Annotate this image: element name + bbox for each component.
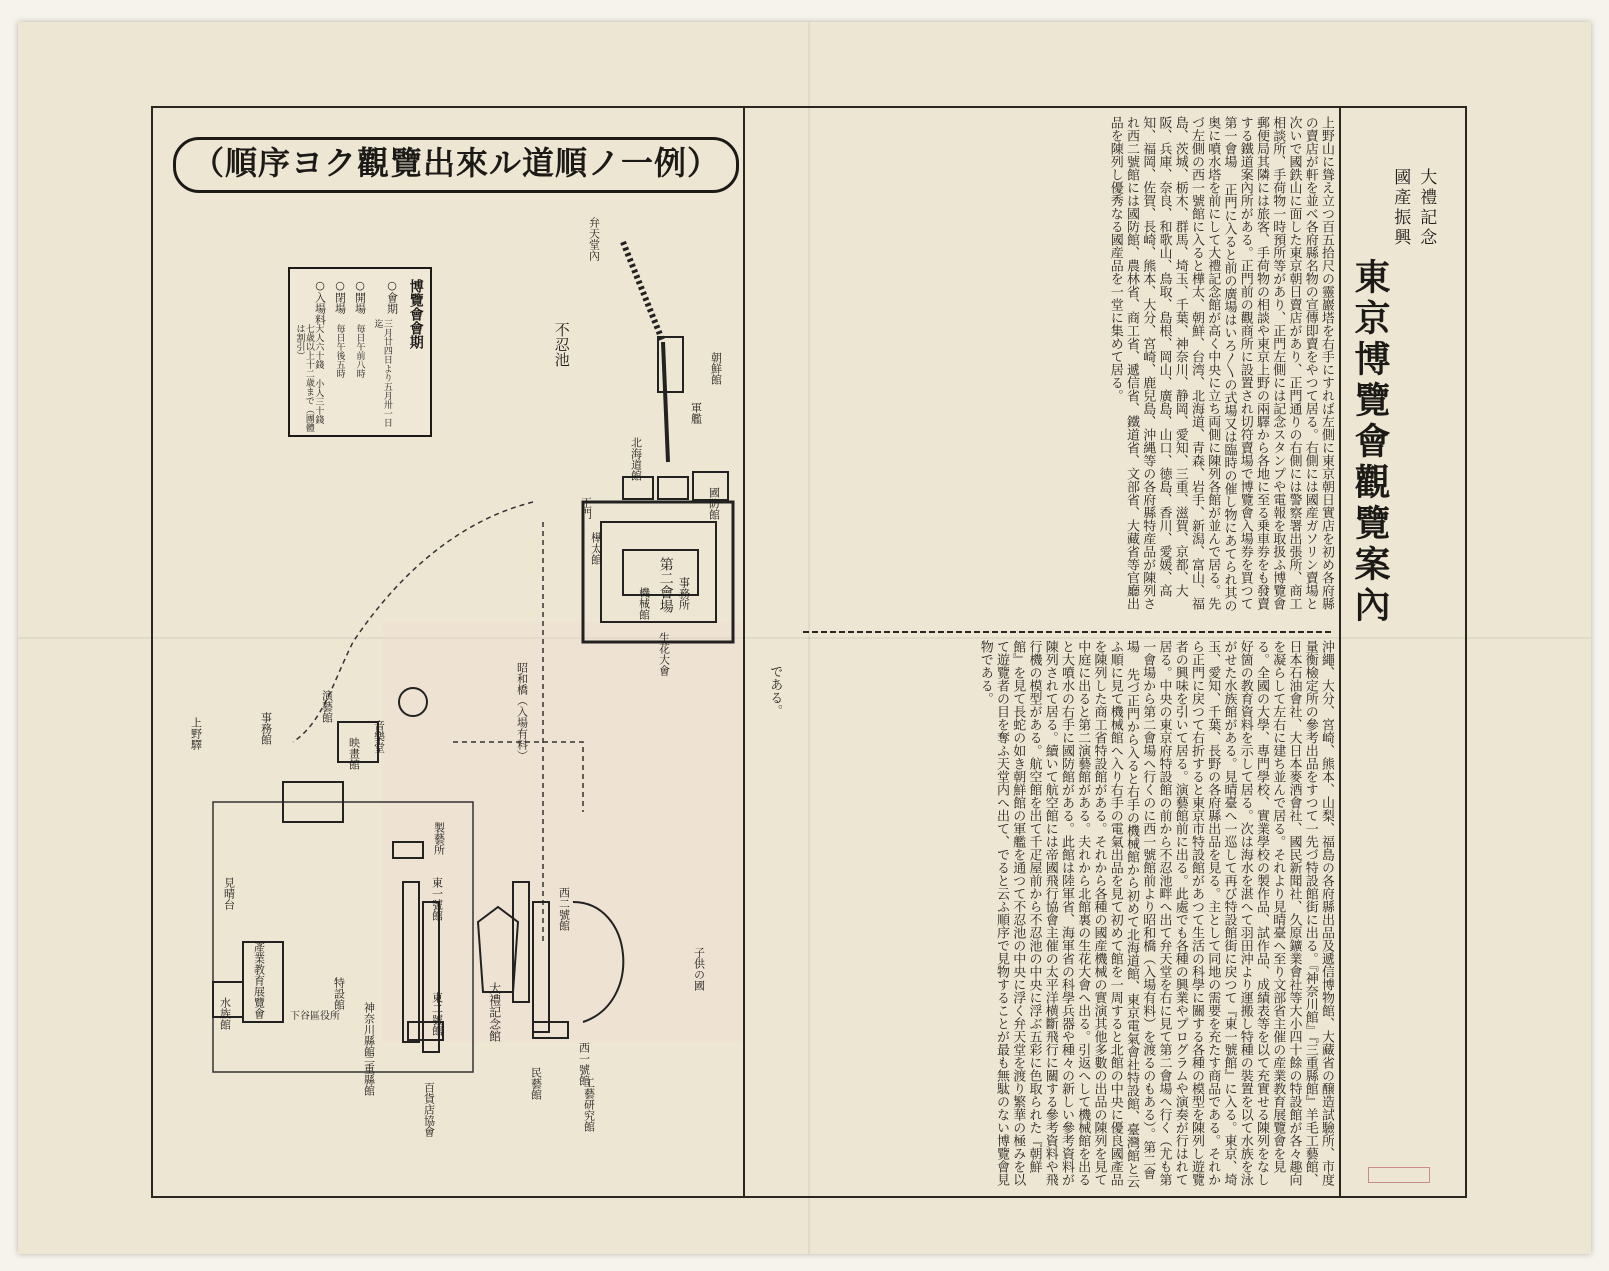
map-label-karafuto: 樺太館 [589,532,603,565]
map-label-kodomo: 子供の國 [692,947,706,991]
info-open-label: ○開場 [353,279,367,314]
map-label-engei: 演藝館 [320,690,334,723]
bridge-benten [623,242,663,342]
info-heading: 博覽會會期 [407,279,424,349]
map-label-seika: 生花大會 [657,632,671,676]
map-label-benten: 弁天堂內 [587,217,601,261]
info-open-value: 毎日午前八時 [354,324,365,378]
map-label-shinobazu: 不忍池 [552,322,571,367]
subtitle-kokusan: 國產振興 [1390,168,1411,248]
map-label-hokkaido: 北海道館 [629,437,643,481]
column-divider-map [743,108,745,1196]
map-label-ongaku: 音樂堂 [372,720,386,753]
map-label-hyakkaten: 百貨店協會 [422,1082,436,1137]
map-label-kokubo: 國防館 [707,487,721,520]
section-rule [803,631,1333,633]
info-close-value: 毎日午後五時 [334,324,345,378]
info-fee-value: 大人六十錢 小人三十錢 七歳以上十二歳まで（團體は割引） [294,324,324,432]
map-label-gaitou: 下谷區役所 [290,1011,340,1022]
map-label-mie: 三重縣館 [362,1052,376,1096]
map-label-east-hall-1: 東一號館 [430,877,444,921]
text-block-lower: 沖繩、大分、宮崎、熊本、山梨、福島の各府縣出品及遞信博物館、大藏省の醸造試驗所、市度量衡檢定所の參考出品をすつて一先づ特設館街に出る。『神奈川館』『三重縣館』羊毛工藝館、日本石油會社、大日本麥酒會社、國民新聞社、久原鑛業會社等大小四十餘の特設館が各々趣向を凝らして左右に建ち並んで居る。それより見晴臺へ至り文部省主催の産業教育展覽會を見る。全國の大學、專門學校、實業學校の製作品、試作品、成績表等を以て充實せる陳列をなし好箇の教育資料を示して居る。次は海水を湛へて羽田沖より運搬し特種の裝置を以て水族を泳がせた水族館がある。見晴臺へ一巡して再び特設館街に戻つて『東一號館』に入る。東京、埼玉、愛知、千葉、長野の各府縣出品を見る。主として同地の需要を充たす商品である。それから正門に戻つて右折すると東京市特設館があつて生活の科學に關する各種の模型を陳列し遊覽者の興味を引いて居る。演藝館前に出る。此處でも各種の興業やプログラムや演奏が行はれて居る。中央の東京府特設館の前から不忍池畔へ出て弁天堂を右に見て第二會場へ行く（尤も第一會場から第二會場へ行くのに西一號館前より昭和橋（入場有料）を渡るのもある）。第二會場 先づ正門から入ると右手の機械館から初めて北海道館、東京電氣會社特設館、臺灣館と云ふ順に見て機械館へ入り右手の電氣出品を見て初めて館を一周すると北館の中央に優良國產品を陳列した商工省特設館がある。それから各種の國産機械の實演其他多數の出品の陳列を見て中庭に出ると第二演藝館がある。夫れから北館裏の生花大會へ出る。引返へして機械館を出ると大噴水の右手に國防館がある。此館は陸軍省、海軍省の科學兵器や種々の新しい參考資料が陳列されて居る。續いて航空館には帝國飛行協會主催の太平洋横斷飛行に關する參考資料や飛行機の模型がある。航空館を出て千疋屋前から不忍池の中央に浮ぶ五彩に色取られた『朝鮮館』を見て長蛇の如き朝鮮館の軍艦を通つて不忍池の中央に浮く弁天堂を渡り繁華の極みを以て遊覽者の目を奪ふ天堂内へ出て、でると云ふ順序で見物することが最も無駄のない博覽會見物である。 [977,640,1334,1188]
info-period-value: 三月廿四日より五月卅一日迄 [372,319,392,427]
north-building-2 [658,477,688,499]
document-sheet [18,22,1591,1254]
map-label-jimusho: 事務所 [677,577,691,610]
map-label-jimukan: 事務館 [259,712,273,745]
exhibition-map [153,202,743,1102]
map-label-showa-bashi: 昭和橋（入場有料） [515,662,529,761]
map-label-suizoku: 水族館 [218,997,232,1030]
map-label-west-hall-1: 西一號館 [577,1042,591,1086]
map-label-second-venue: 第二會場 [657,557,674,613]
map-label-mingei: 民藝館 [529,1067,543,1100]
map-label-eiga: 映畫館 [347,737,361,770]
text-end: である。 [767,665,783,717]
map-label-kaigun: 軍艦 [689,402,703,424]
info-fee-label: ○入場料 [313,279,327,325]
map-label-sangyo: 產業教育展覽會 [252,942,266,1019]
map-label-taireikinen: 大禮記念館 [487,982,502,1042]
map-label-kanagawa: 神奈川縣館 [362,1002,376,1057]
map-label-west-hall-2: 西二號館 [557,887,571,931]
map-label-kougei: 工藝研究館 [582,1077,596,1132]
info-period-label: ○會期 [385,279,399,314]
column-divider-title [1339,108,1341,1196]
bridge-chosen [663,342,668,462]
subtitle-taireikinen: 大禮記念 [1416,168,1437,248]
text-block-upper: 上野山に聳え立つ百五拾尺の靈巖塔を右手にすれば左側に東京朝日實店を初め各府縣の賣店が軒を並べ各府縣名物の宣傳即賣をやつて居る。右側には國産ガソリン賣場と次いで國鉄山に面した東京朝日賣店があり、正門通りの右側には警察署出張所、商工相談所、手荷物一時預所等があり、正門左側には記念スタンプや電報を取扱ふ博覽會郵便局其隣には旅客、手荷物の相談や東京上野の兩驛から各地に至る乗車券をも發賣する鐵道案內所がある。正門前の觀商所に設置され切符賣場で博覽會入場券を買つて 第一會場 正門に入ると前の廣場はいろ〳〵の式場又は臨時の催し物にあてられ其の奥に噴水塔を前にして大禮記念館が高く中央に立ち両側に陳列各館が並んで居る。先づ左側の西一號館に入ると樺太、朝鮮、台湾、北海道、青森、岩手、新潟、富山、福島、茨城、栃木、群馬、埼玉、千葉、神奈川、静岡、愛知、三重、滋賀、京都、大阪、兵庫、奈良、和歌山、鳥取、島根、岡山、廣島、山口、徳島、香川、愛媛、高知、福岡、佐賀、長崎、熊本、大分、宮崎、鹿兒島、沖縄等の各府縣特産品が陳列され西二號館には國防館、農林省、商工省、遞信省、鐵道省、文部省、大藏省等官廳出品を陳列し優秀なる國産品を一堂に集めて居る。 [1107,116,1334,612]
faint-stamp [1368,1167,1430,1183]
map-label-chosen: 朝鮮館 [709,352,723,385]
info-close-label: ○閉場 [333,279,347,314]
map-label-seimon: 正門 [579,497,593,519]
page-title: 東京博覽會觀覽案內 [1349,258,1391,627]
map-label-kikai: 機械館 [637,587,651,620]
map-label-ueno-station: 上野驛 [189,717,203,750]
map-label-east-hall-2: 東二號館 [430,992,444,1036]
map-label-seizou: 製藝所 [432,822,446,855]
map-title: （順序ヨク觀覽出來ル道順ノ一例） [173,137,739,193]
map-label-miharashi: 見晴台 [222,877,236,910]
map-label-tokubetsu: 特設館 [332,977,346,1010]
